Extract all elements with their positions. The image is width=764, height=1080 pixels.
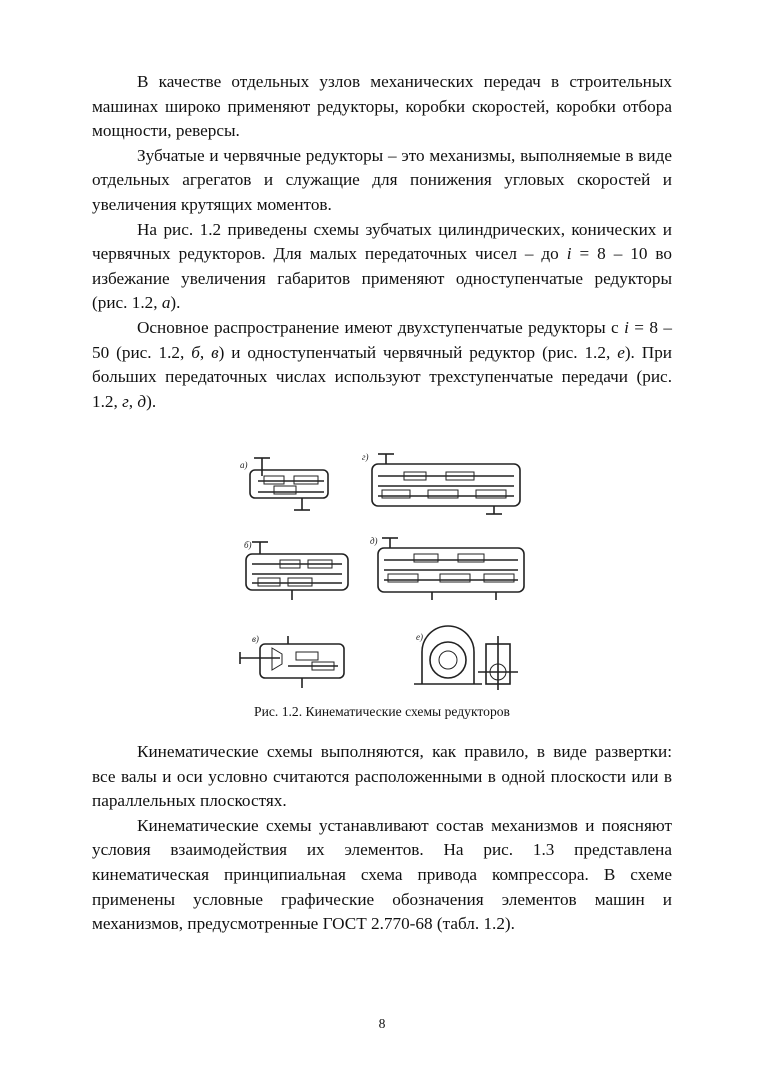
italic-run: в (211, 342, 219, 362)
label-d: д) (370, 536, 378, 546)
text-run: Кинематические схемы устанавливают состав механизмов и поясняют условия взаимодействия их элементов. На рис. 1.3 представлена кинематическая принципиальная схема привода компрессора. В схеме применены условные графические обозначения элементов машин и механизмов, предусмотренные ГОСТ 2.770-68 (табл. 1.2). (92, 815, 672, 934)
label-a: а) (240, 460, 248, 470)
scheme-g (362, 452, 520, 514)
italic-run: е (617, 342, 625, 362)
scheme-e (414, 626, 518, 690)
text-run: На рис. 1.2 приведены схемы зубчатых цилиндрических, конических и червячных редукторов. Для малых передаточных чисел – до (92, 219, 672, 264)
figure-1-2 (232, 448, 532, 700)
paragraph (92, 316, 672, 414)
italic-run: б (191, 342, 200, 362)
text-block-top (92, 70, 672, 414)
kinematic-schemes-drawing (232, 448, 532, 700)
paragraph (92, 814, 672, 937)
text-run: , (199, 342, 212, 362)
page-number: 8 (378, 1016, 386, 1031)
scheme-b (244, 540, 348, 600)
italic-run: д (137, 391, 147, 411)
text-block-bottom (92, 740, 672, 937)
paragraph (92, 218, 672, 316)
text-run: Зубчатые и червячные редукторы – это механизмы, выполняемые в виде отдельных агрегатов и служащие для понижения угловых скоростей и увеличения крутящих моментов. (92, 145, 672, 214)
figure-caption: Рис. 1.2. Кинематические схемы редукторов (254, 704, 510, 719)
text-run: = 8 – 10 во избежание увеличения габаритов применяют одноступенчатые редукторы (рис. 1.2, (92, 244, 672, 313)
italic-run: i (624, 317, 629, 337)
label-v: в) (252, 634, 259, 644)
scheme-v (240, 634, 344, 688)
paragraph (92, 144, 672, 218)
text-run: , (128, 391, 138, 411)
text-run: ) и одноступенчатый червячный редуктор (рис. 1.2, (218, 342, 618, 362)
italic-run: г (122, 391, 129, 411)
paragraph (92, 740, 672, 814)
text-run: В качестве отдельных узлов механических передач в строительных машинах широко применяют редукторы, коробки скоростей, коробки отбора мощности, реверсы. (92, 72, 672, 141)
italic-run: i (566, 244, 572, 264)
paragraph (92, 70, 672, 144)
text-run: Кинематические схемы выполняются, как правило, в виде развертки: все валы и оси условно считаются расположенными в одной плоскости или в параллельных плоскостях. (92, 742, 672, 811)
text-run: = 8 – 50 (рис. 1.2, (92, 317, 672, 362)
italic-run: а (161, 293, 171, 313)
label-e: е) (416, 632, 423, 642)
text-run: ). (170, 293, 181, 313)
scheme-a (240, 458, 328, 510)
label-b: б) (244, 540, 252, 550)
text-run: ). При больших передаточных числах используют трехступенчатые передачи (рис. 1.2, (92, 342, 672, 411)
scheme-d (370, 536, 524, 600)
text-run: Основное распространение имеют двухступенчатые редукторы с (137, 317, 625, 337)
text-run: ). (146, 391, 157, 411)
label-g: г) (362, 452, 369, 462)
